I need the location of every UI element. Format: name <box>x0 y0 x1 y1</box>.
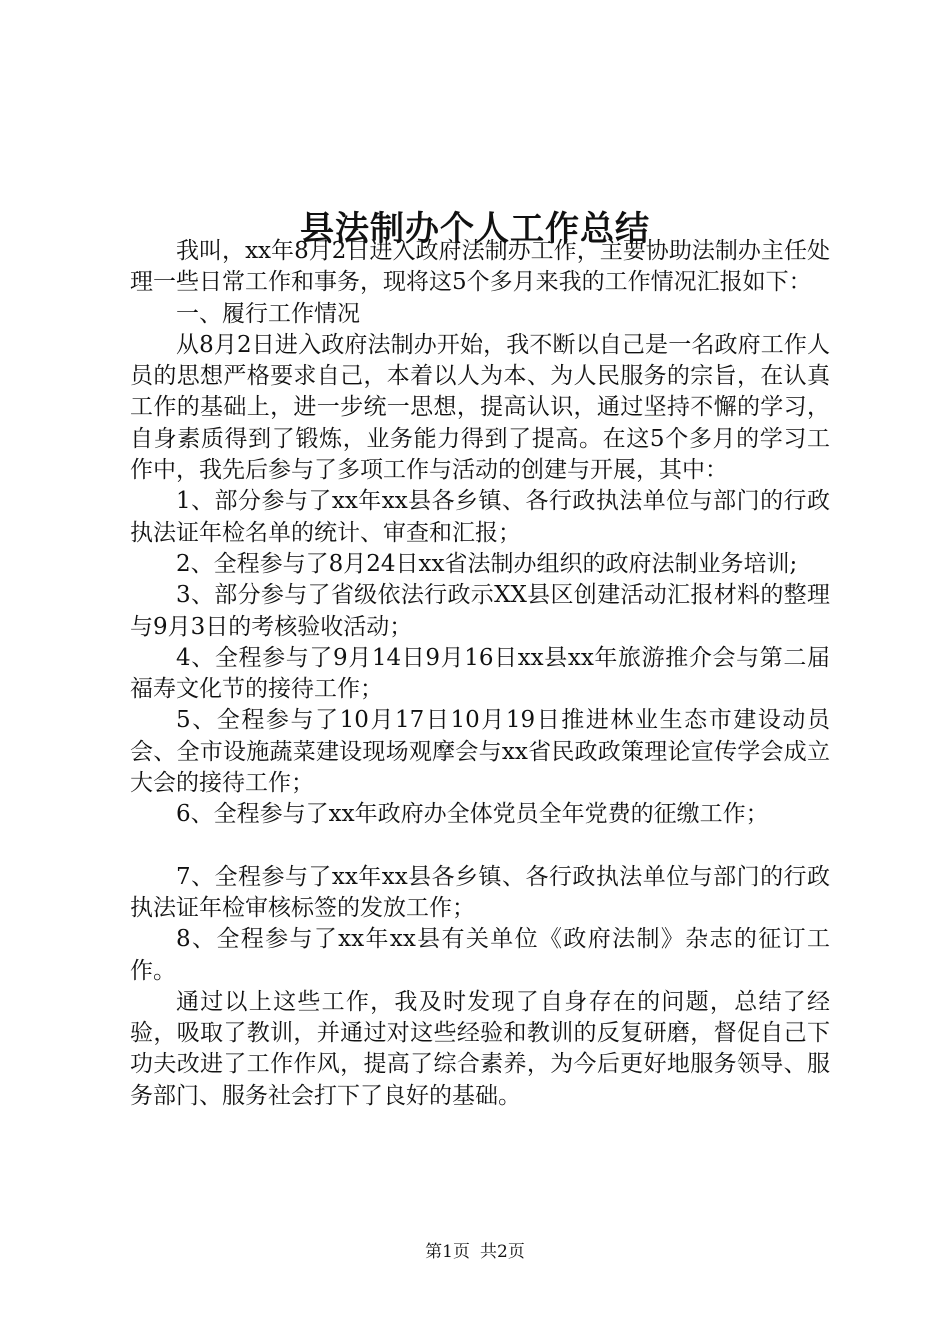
document-title: 县法制办个人工作总结 <box>300 208 650 249</box>
list-item-7: 7、全程参与了xx年xx县各乡镇、各行政执法单位与部门的行政执法证年检审核标签的发放工作； <box>130 863 830 921</box>
page-number-current: 第1页 <box>425 1242 470 1262</box>
list-item-1: 1、部分参与了xx年xx县各乡镇、各行政执法单位与部门的行政执法证年检名单的统计、审查和汇报； <box>130 488 830 546</box>
document-body <box>130 236 830 1112</box>
paragraph-overview: 从8月2日进入政府法制办开始，我不断以自己是一名政府工作人员的思想严格要求自己，本着以人为本、为人民服务的宗旨，在认真工作的基础上，进一步统一思想，提高认识，通过坚持不懈的学习，自身素质得到了锻炼，业务能力得到了提高。在这5个多月的学习工作中，我先后参与了多项工作与活动的创建与开展，其中： <box>130 331 830 484</box>
section-heading: 一、履行工作情况 <box>176 300 360 327</box>
list-item-5: 5、全程参与了10月17日10月19日推进林业生态市建设动员会、全市设施蔬菜建设现场观摩会与xx省民政政策理论宣传学会成立大会的接待工作； <box>130 707 830 797</box>
paragraph-conclusion: 通过以上这些工作，我及时发现了自身存在的问题，总结了经验，吸取了教训，并通过对这些经验和教训的反复研磨，督促自己下功夫改进了工作作风，提高了综合素养，为今后更好地服务领导、服务部门、服务社会打下了良好的基础。 <box>130 988 830 1109</box>
list-item-3: 3、部分参与了省级依法行政示XX县区创建活动汇报材料的整理与9月3日的考核验收活动； <box>130 582 830 640</box>
page-number-total: 共2页 <box>480 1242 525 1262</box>
list-item-6: 6、全程参与了xx年政府办全体党员全年党费的征缴工作； <box>176 801 769 828</box>
list-item-8: 8、全程参与了xx年xx县有关单位《政府法制》杂志的征订工作。 <box>130 926 830 984</box>
page-footer <box>0 1240 950 1264</box>
paragraph-intro: 我叫，xx年8月2日进入政府法制办工作，主要协助法制办主任处理一些日常工作和事务，现将这5个多月来我的工作情况汇报如下： <box>130 238 830 296</box>
list-item-4: 4、全程参与了9月14日9月16日xx县xx年旅游推介会与第二届福寿文化节的接待工作； <box>130 644 830 703</box>
list-item-2: 2、全程参与了8月24日xx省法制办组织的政府法制业务培训; <box>176 550 798 577</box>
